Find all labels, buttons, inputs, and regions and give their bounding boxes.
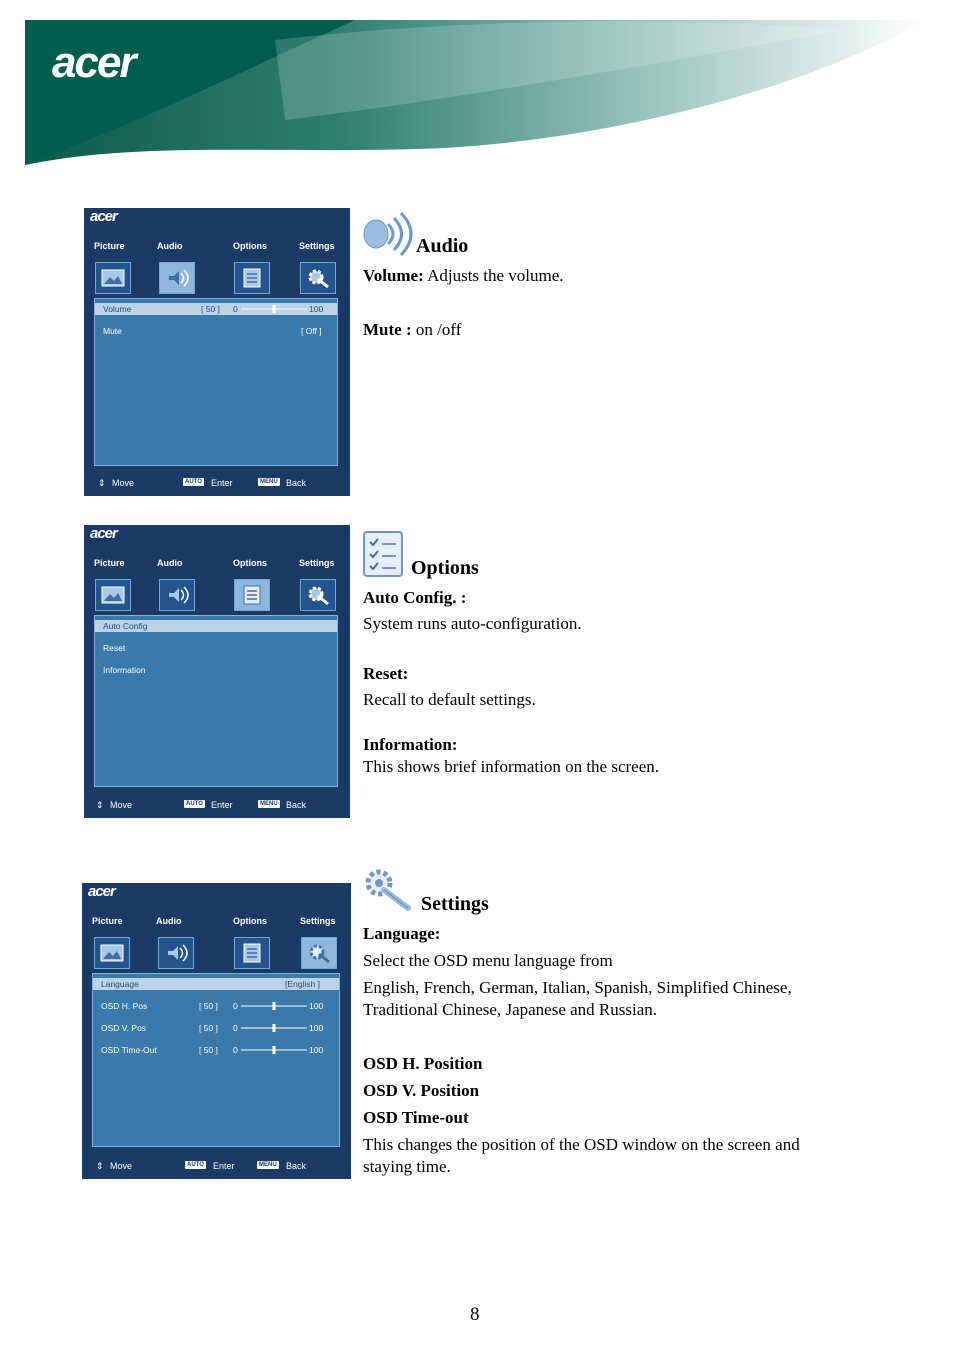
osd-settings-screenshot bbox=[82, 883, 351, 1179]
v-pos-slider[interactable] bbox=[241, 1023, 307, 1033]
time-out-slider[interactable] bbox=[241, 1045, 307, 1055]
osd-tab-picture: Picture bbox=[92, 916, 123, 926]
osd-row-value: [ 50 ] bbox=[201, 304, 220, 314]
footer-move: Move bbox=[110, 800, 133, 810]
footer-back: Back bbox=[286, 800, 307, 810]
item-term: Reset: bbox=[363, 664, 409, 683]
osd-audio-screenshot bbox=[84, 208, 350, 496]
settings-language-term bbox=[363, 923, 440, 945]
osd-row-volume[interactable] bbox=[95, 303, 337, 315]
checklist-icon bbox=[234, 262, 270, 294]
osd-row-value: [ 50 ] bbox=[199, 1023, 218, 1033]
osd-row-label: Language bbox=[101, 979, 139, 989]
osd-row-label: Reset bbox=[103, 643, 126, 653]
speaker-icon bbox=[159, 262, 195, 294]
osd-tab-settings: Settings bbox=[299, 241, 335, 251]
osd-tab-picture: Picture bbox=[94, 241, 125, 251]
item-term: OSD V. Position bbox=[363, 1081, 480, 1100]
slider-min: 0 bbox=[233, 1001, 238, 1011]
osd-row-label: OSD H. Pos bbox=[101, 1001, 148, 1011]
move-icon: ⇕ bbox=[96, 800, 104, 810]
osd-row-information[interactable] bbox=[95, 664, 337, 676]
speaker-icon bbox=[159, 579, 195, 611]
osd-tab-options: Options bbox=[233, 558, 267, 568]
options-information-desc: This shows brief information on the screen. bbox=[363, 757, 660, 776]
settings-osd-desc-1: This changes the position of the OSD window on the screen and bbox=[363, 1135, 800, 1154]
gear-wrench-icon bbox=[300, 262, 336, 294]
audio-mute-item bbox=[363, 319, 461, 341]
acer-logo: acer bbox=[52, 38, 135, 87]
osd-logo: acer bbox=[88, 883, 115, 900]
settings-osd-time-out-term bbox=[363, 1107, 469, 1129]
checklist-icon bbox=[234, 579, 270, 611]
osd-tab-picture: Picture bbox=[94, 558, 125, 568]
slider-max: 100 bbox=[309, 1023, 324, 1033]
footer-back: Back bbox=[286, 1161, 307, 1171]
picture-icon bbox=[94, 937, 130, 969]
volume-slider[interactable] bbox=[241, 304, 307, 314]
osd-row-reset[interactable] bbox=[95, 642, 337, 654]
options-checklist-icon bbox=[362, 530, 404, 578]
section-title-options: Options bbox=[411, 557, 479, 579]
auto-key-icon: AUTO bbox=[187, 1162, 204, 1168]
osd-tab-options: Options bbox=[233, 241, 267, 251]
osd-row-auto-config[interactable] bbox=[95, 620, 337, 632]
osd-panel bbox=[94, 615, 338, 787]
menu-key-icon: MENU bbox=[260, 479, 278, 485]
slider-thumb bbox=[273, 305, 276, 313]
menu-key-icon: MENU bbox=[259, 1162, 277, 1168]
options-information-term bbox=[363, 734, 457, 756]
footer-enter: Enter bbox=[211, 478, 233, 488]
osd-row-label: Volume bbox=[103, 304, 132, 314]
options-reset-term bbox=[363, 663, 408, 685]
slider-thumb bbox=[273, 1002, 276, 1010]
osd-row-mute[interactable] bbox=[95, 325, 337, 337]
header-banner bbox=[25, 20, 925, 170]
auto-key-icon: AUTO bbox=[186, 801, 203, 807]
osd-row-label: Information bbox=[103, 665, 146, 675]
osd-logo: acer bbox=[90, 525, 117, 542]
osd-tab-settings: Settings bbox=[300, 916, 336, 926]
osd-row-value: [English ] bbox=[285, 979, 320, 989]
item-term: Auto Config. : bbox=[363, 588, 467, 607]
settings-osd-desc-2: staying time. bbox=[363, 1157, 451, 1176]
menu-key-icon: MENU bbox=[260, 801, 278, 807]
osd-tab-audio: Audio bbox=[157, 558, 183, 568]
osd-tab-settings: Settings bbox=[299, 558, 335, 568]
picture-icon bbox=[95, 262, 131, 294]
options-auto-config-term bbox=[363, 587, 466, 609]
section-title-settings: Settings bbox=[421, 893, 489, 915]
settings-gear-wrench-icon bbox=[362, 866, 414, 914]
osd-footer bbox=[84, 476, 350, 490]
osd-row-time-out[interactable] bbox=[93, 1044, 339, 1056]
move-icon: ⇕ bbox=[98, 478, 106, 488]
item-term: OSD Time-out bbox=[363, 1108, 469, 1127]
osd-footer bbox=[84, 798, 350, 812]
item-desc: on /off bbox=[415, 320, 462, 339]
item-term: Volume: bbox=[363, 266, 424, 285]
osd-row-value: [ 50 ] bbox=[199, 1001, 218, 1011]
options-reset-desc: Recall to default settings. bbox=[363, 690, 536, 709]
footer-back: Back bbox=[286, 478, 307, 488]
osd-tab-audio: Audio bbox=[157, 241, 183, 251]
osd-footer bbox=[82, 1159, 351, 1173]
footer-move: Move bbox=[112, 478, 135, 488]
osd-row-h-pos[interactable] bbox=[93, 1000, 339, 1012]
osd-panel bbox=[92, 973, 340, 1147]
slider-min: 0 bbox=[233, 1023, 238, 1033]
settings-language-desc-2: English, French, German, Italian, Spanish, Simplified Chinese, bbox=[363, 978, 792, 997]
auto-key-icon: AUTO bbox=[185, 479, 202, 485]
osd-row-label: Mute bbox=[103, 326, 122, 336]
osd-row-language[interactable] bbox=[93, 978, 339, 990]
slider-min: 0 bbox=[233, 1045, 238, 1055]
settings-osd-h-position-term bbox=[363, 1053, 483, 1075]
page-number: 8 bbox=[470, 1304, 480, 1325]
osd-row-value: [ Off ] bbox=[301, 326, 322, 336]
settings-osd-v-position-term bbox=[363, 1080, 479, 1102]
osd-row-value: [ 50 ] bbox=[199, 1045, 218, 1055]
speaker-icon bbox=[158, 937, 194, 969]
slider-thumb bbox=[273, 1046, 276, 1054]
slider-max: 100 bbox=[309, 1001, 324, 1011]
footer-enter: Enter bbox=[213, 1161, 235, 1171]
footer-enter: Enter bbox=[211, 800, 233, 810]
section-title-audio: Audio bbox=[416, 235, 469, 257]
osd-row-label: OSD Time-Out bbox=[101, 1045, 157, 1055]
slider-min: 0 bbox=[233, 304, 238, 314]
settings-language-desc-1: Select the OSD menu language from bbox=[363, 951, 613, 970]
move-icon: ⇕ bbox=[96, 1161, 104, 1171]
settings-language-desc-3: Traditional Chinese, Japanese and Russian. bbox=[363, 1000, 657, 1019]
item-term: Mute : bbox=[363, 320, 412, 339]
gear-wrench-icon bbox=[300, 579, 336, 611]
audio-volume-item bbox=[363, 265, 564, 287]
slider-max: 100 bbox=[309, 1045, 324, 1055]
checklist-icon bbox=[234, 937, 270, 969]
item-term: Information: bbox=[363, 735, 458, 754]
osd-tab-options: Options bbox=[233, 916, 267, 926]
osd-row-label: Auto Config bbox=[103, 621, 148, 631]
gear-wrench-icon bbox=[301, 937, 337, 969]
osd-options-screenshot bbox=[84, 525, 350, 818]
osd-panel bbox=[94, 298, 338, 466]
audio-speaker-icon bbox=[362, 210, 416, 256]
osd-row-label: OSD V. Pos bbox=[101, 1023, 147, 1033]
options-auto-config-desc: System runs auto-configuration. bbox=[363, 614, 582, 633]
slider-max: 100 bbox=[309, 304, 324, 314]
item-desc: Adjusts the volume. bbox=[427, 266, 564, 285]
h-pos-slider[interactable] bbox=[241, 1001, 307, 1011]
osd-tab-audio: Audio bbox=[156, 916, 182, 926]
item-term: OSD H. Position bbox=[363, 1054, 483, 1073]
picture-icon bbox=[95, 579, 131, 611]
osd-row-v-pos[interactable] bbox=[93, 1022, 339, 1034]
osd-logo: acer bbox=[90, 208, 117, 225]
footer-move: Move bbox=[110, 1161, 133, 1171]
slider-thumb bbox=[273, 1024, 276, 1032]
item-term: Language: bbox=[363, 924, 441, 943]
